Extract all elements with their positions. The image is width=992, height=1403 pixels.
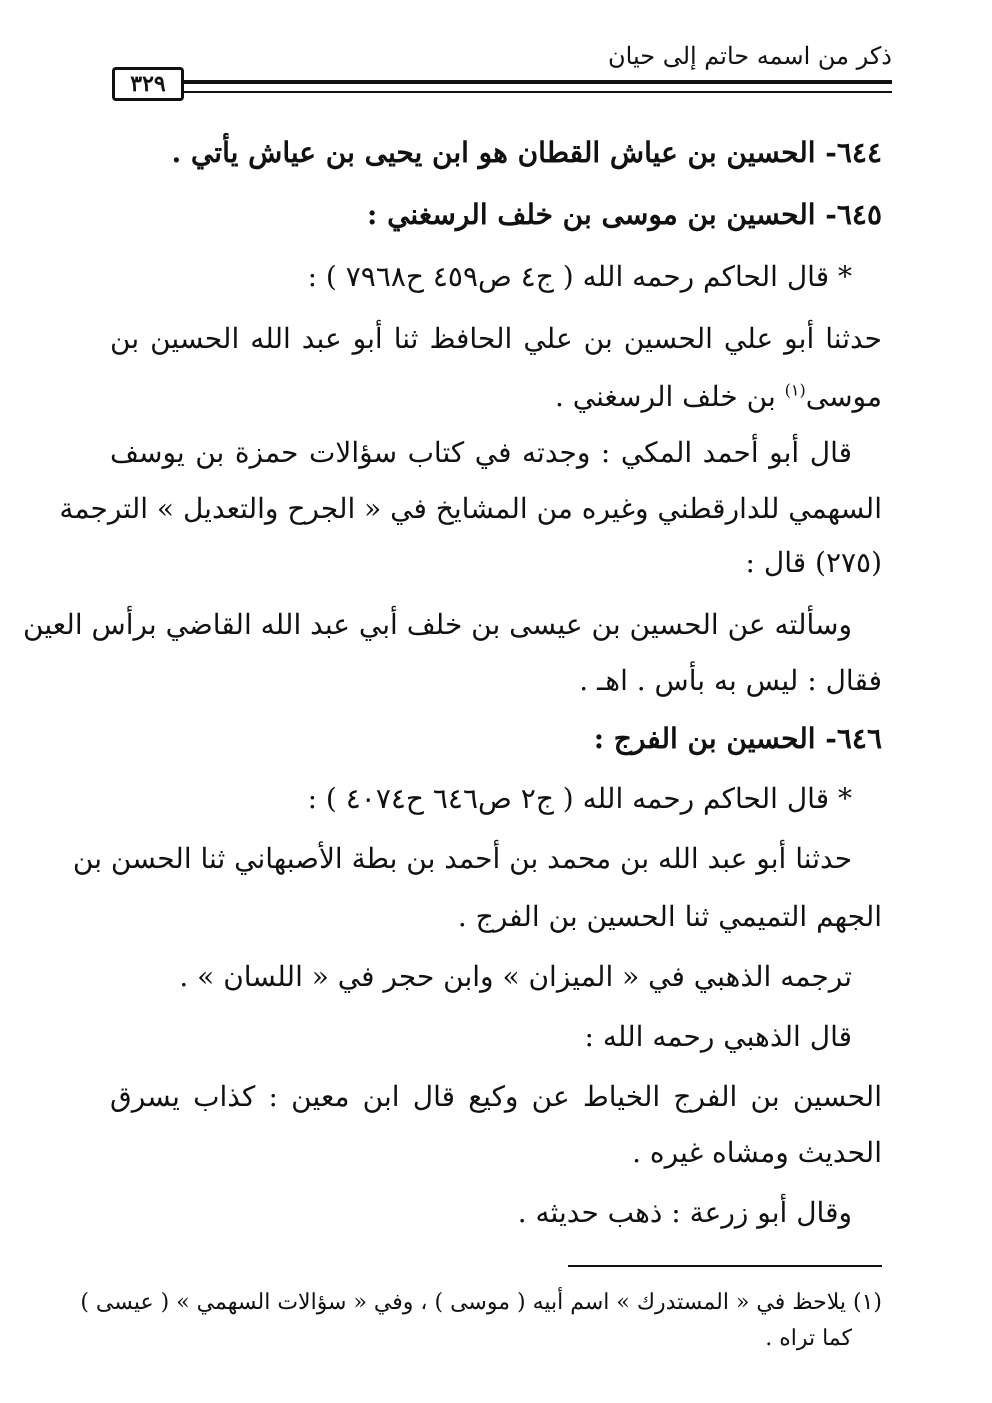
text-line-13: حدثنا أبو عبد الله بن محمد بن أحمد بن بطة الأصبهاني ثنا الحسن بن (72, 842, 852, 875)
header-rule-thick (184, 80, 892, 84)
text-line-10: فقال : ليس به بأس . اهـ . (579, 664, 882, 697)
hakim-citation-1: * قال الحاكم رحمه الله ( ج٤ ص٤٥٩ ح٧٩٦٨ ) : (307, 260, 852, 293)
text-line-16: قال الذهبي رحمه الله : (584, 1020, 852, 1053)
text-line-6: قال أبو أحمد المكي : وجدته في كتاب سؤالات حمزة بن يوسف (110, 436, 852, 469)
text-line-19: وقال أبو زرعة : ذهب حديثه . (517, 1196, 852, 1229)
text-line-5-rest: بن خلف الرسغني . (554, 380, 785, 413)
footnote-line-2: كما تراه . (765, 1326, 852, 1351)
hakim-citation-2: * قال الحاكم رحمه الله ( ج٢ ص٦٤٦ ح٤٠٧٤ ) : (307, 782, 852, 815)
footnote-line-1: (١) يلاحظ في « المستدرك » اسم أبيه ( موسى ) ، وفي « سؤالات السهمي » ( عيسى ) (80, 1290, 882, 1315)
page-number-box: ٣٢٩ (112, 67, 184, 101)
header-rule-thin (184, 91, 892, 93)
entry-645-heading: ٦٤٥- الحسين بن موسى بن خلف الرسغني : (367, 198, 882, 231)
text-line-4: حدثنا أبو علي الحسين بن علي الحافظ ثنا أبو عبد الله الحسين بن (110, 322, 882, 355)
text-line-15: ترجمه الذهبي في « الميزان » وابن حجر في « اللسان » . (179, 960, 852, 993)
footnote-marker: (١) (784, 380, 806, 400)
text-line-7: السهمي للدارقطني وغيره من المشايخ في « الجرح والتعديل » الترجمة (59, 492, 882, 525)
text-line-8: (٢٧٥) قال : (745, 546, 882, 579)
text-line-14: الجهم التميمي ثنا الحسين بن الفرج . (457, 900, 882, 933)
entry-646-heading: ٦٤٦- الحسين بن الفرج : (593, 722, 882, 755)
text-line-9: وسألته عن الحسين بن عيسى بن خلف أبي عبد الله القاضي برأس العين (23, 608, 852, 641)
text-line-5 (555, 380, 882, 414)
running-title: ذكر من اسمه حاتم إلى حيان (608, 42, 892, 70)
text-line-17: الحسين بن الفرج الخياط عن وكيع قال ابن معين : كذاب يسرق (110, 1080, 882, 1113)
footnote-separator (568, 1265, 882, 1267)
text-word-musa: موسى (805, 380, 882, 413)
text-line-18: الحديث ومشاه غيره . (632, 1136, 882, 1169)
entry-644: ٦٤٤- الحسين بن عياش القطان هو ابن يحيى بن عياش يأتي . (171, 136, 882, 169)
